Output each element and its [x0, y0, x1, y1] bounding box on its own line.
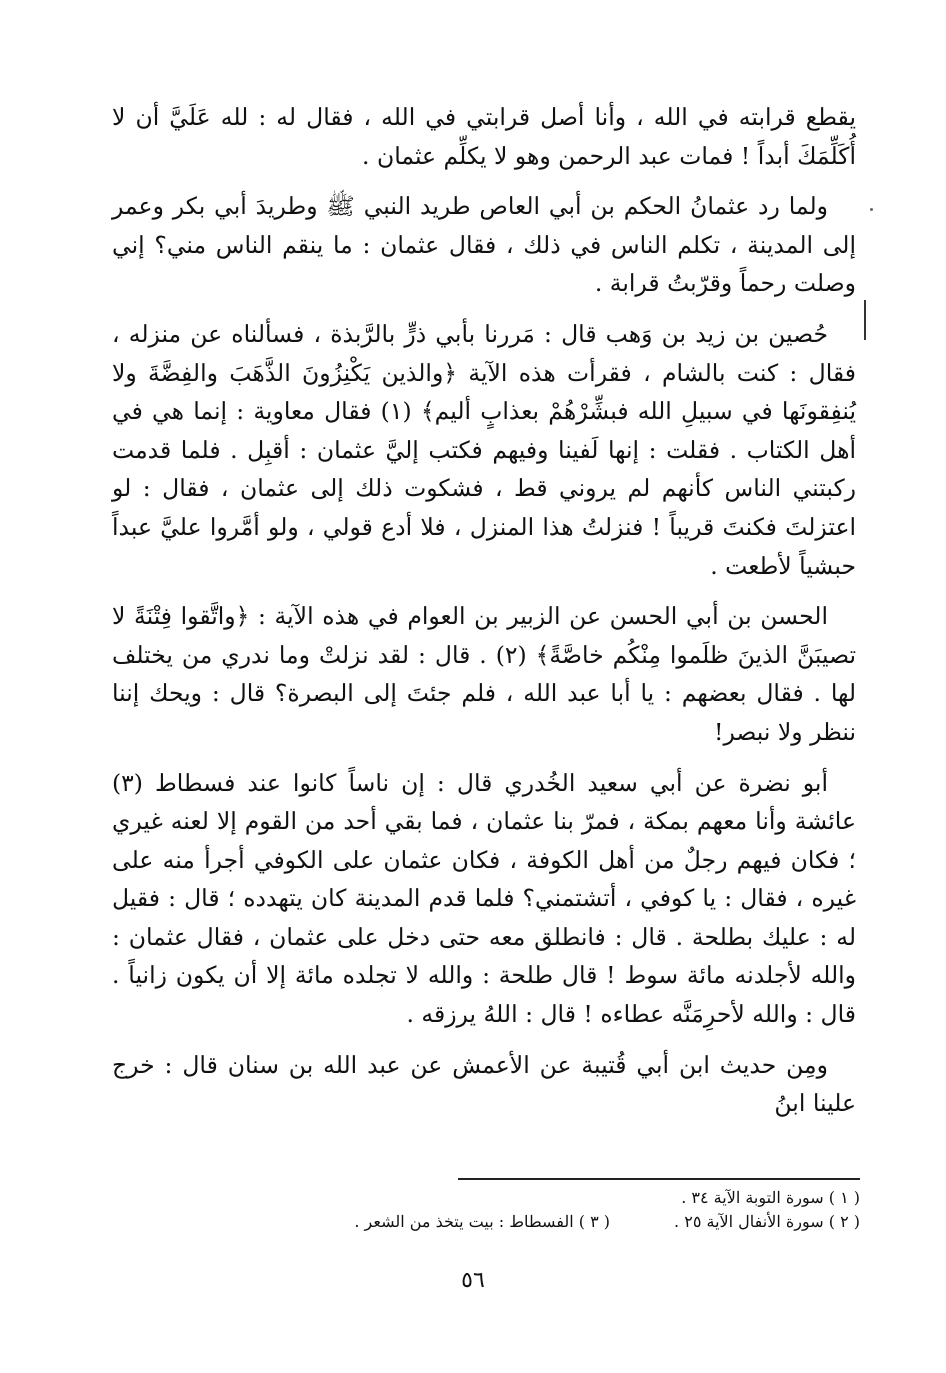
main-text	[112, 98, 856, 1123]
paragraph-3: حُصين بن زيد بن وَهب قال : مَررنا بأبي ذرٍّ بالرَّبذة ، فسألناه عن منزله ، فقال : كنت بالشام ، فقرأت هذه الآية ﴿والذين يَكْنِزُونَ الذَّهَبَ والفِضَّةَ ولا يُنفِقونَها في سبيلِ الله فبشِّرْهُمْ بعذابٍ أليم﴾ (١) فقال معاوية : إنما هي في أهل الكتاب . فقلت : إنها لَفينا وفيهم فكتب إليَّ عثمان : أقبِل . فلما قدمت ركبتني الناس كأنهم لم يروني قط ، فشكوت ذلك إلى عثمان ، فقال : لو اعتزلتَ فكنتَ قريباً ! فنزلتُ هذا المنزل ، فلا أدع قولي ، ولو أمَّروا عليَّ عبداً حبشياً لأطعت .	[112, 319, 856, 580]
footnote-2: ( ٢ ) سورة الأنفال الآية ٢٥ .	[674, 1212, 860, 1231]
footnote-row-2	[270, 1210, 860, 1234]
margin-line	[864, 300, 866, 340]
footnote-3: ( ٣ ) الفسطاط : بيت يتخذ من الشعر .	[354, 1212, 611, 1231]
paragraph-4: الحسن بن أبي الحسن عن الزبير بن العوام في هذه الآية : ﴿واتَّقوا فِتْنَةً لا تصيبَنَّ الذينَ ظلَموا مِنْكُم خاصَّةً﴾ (٢) . قال : لقد نزلتْ وما ندري من يختلف لها . فقال بعضهم : يا أبا عبد الله ، فلم جئتَ إلى البصرة؟ قال : ويحك إننا ننظر ولا نبصر!	[112, 602, 856, 746]
footnote-separator	[458, 1178, 860, 1180]
paragraph-5: أبو نضرة عن أبي سعيد الخُدري قال : إن ناساً كانوا عند فسطاط (٣) عائشة وأنا معهم بمكة ، فمرّ بنا عثمان ، فما بقي أحد من القوم إلا لعنه غيري ؛ فكان فيهم رجلٌ من أهل الكوفة ، فكان عثمان على الكوفي أجرأ منه على غيره ، فقال : يا كوفي ، أتشتمني؟ فلما قدم المدينة كان يتهدده ؛ قال : فقيل له : عليك بطلحة . قال : فانطلق معه حتى دخل على عثمان ، فقال عثمان : والله لأجلدنه مائة سوط ! قال طلحة : والله لا تجلده مائة إلا أن يكون زانياً . قال : والله لأحرِمَنَّه عطاءه ! قال : اللهُ يرزقه .	[112, 768, 856, 1029]
paragraph-1: يقطع قرابته في الله ، وأنا أصل قرابتي في الله ، فقال له : لله عَلَيَّ أن لا أُكَلِّمَكَ أبداً ! فمات عبد الرحمن وهو لا يكلِّم عثمان .	[112, 103, 856, 170]
footnote-row-1	[270, 1186, 860, 1210]
paragraph-6: ومِن حديث ابن أبي قُتيبة عن الأعمش عن عبد الله بن سنان قال : خرج علينا ابنُ	[112, 1050, 856, 1118]
margin-dot	[870, 208, 873, 211]
footnotes	[270, 1186, 860, 1234]
footnote-1: ( ١ ) سورة التوبة الآية ٣٤ .	[681, 1188, 860, 1207]
paragraph-2: ولما رد عثمانُ الحكم بن أبي العاص طريد النبي ﷺ وطريدَ أبي بكر وعمر إلى المدينة ، تكلم الناس في ذلك ، فقال عثمان : ما ينقم الناس مني؟ إني وصلت رحماً وقرّبتُ قرابة .	[112, 192, 856, 298]
page-number: ٥٦	[461, 1268, 485, 1293]
